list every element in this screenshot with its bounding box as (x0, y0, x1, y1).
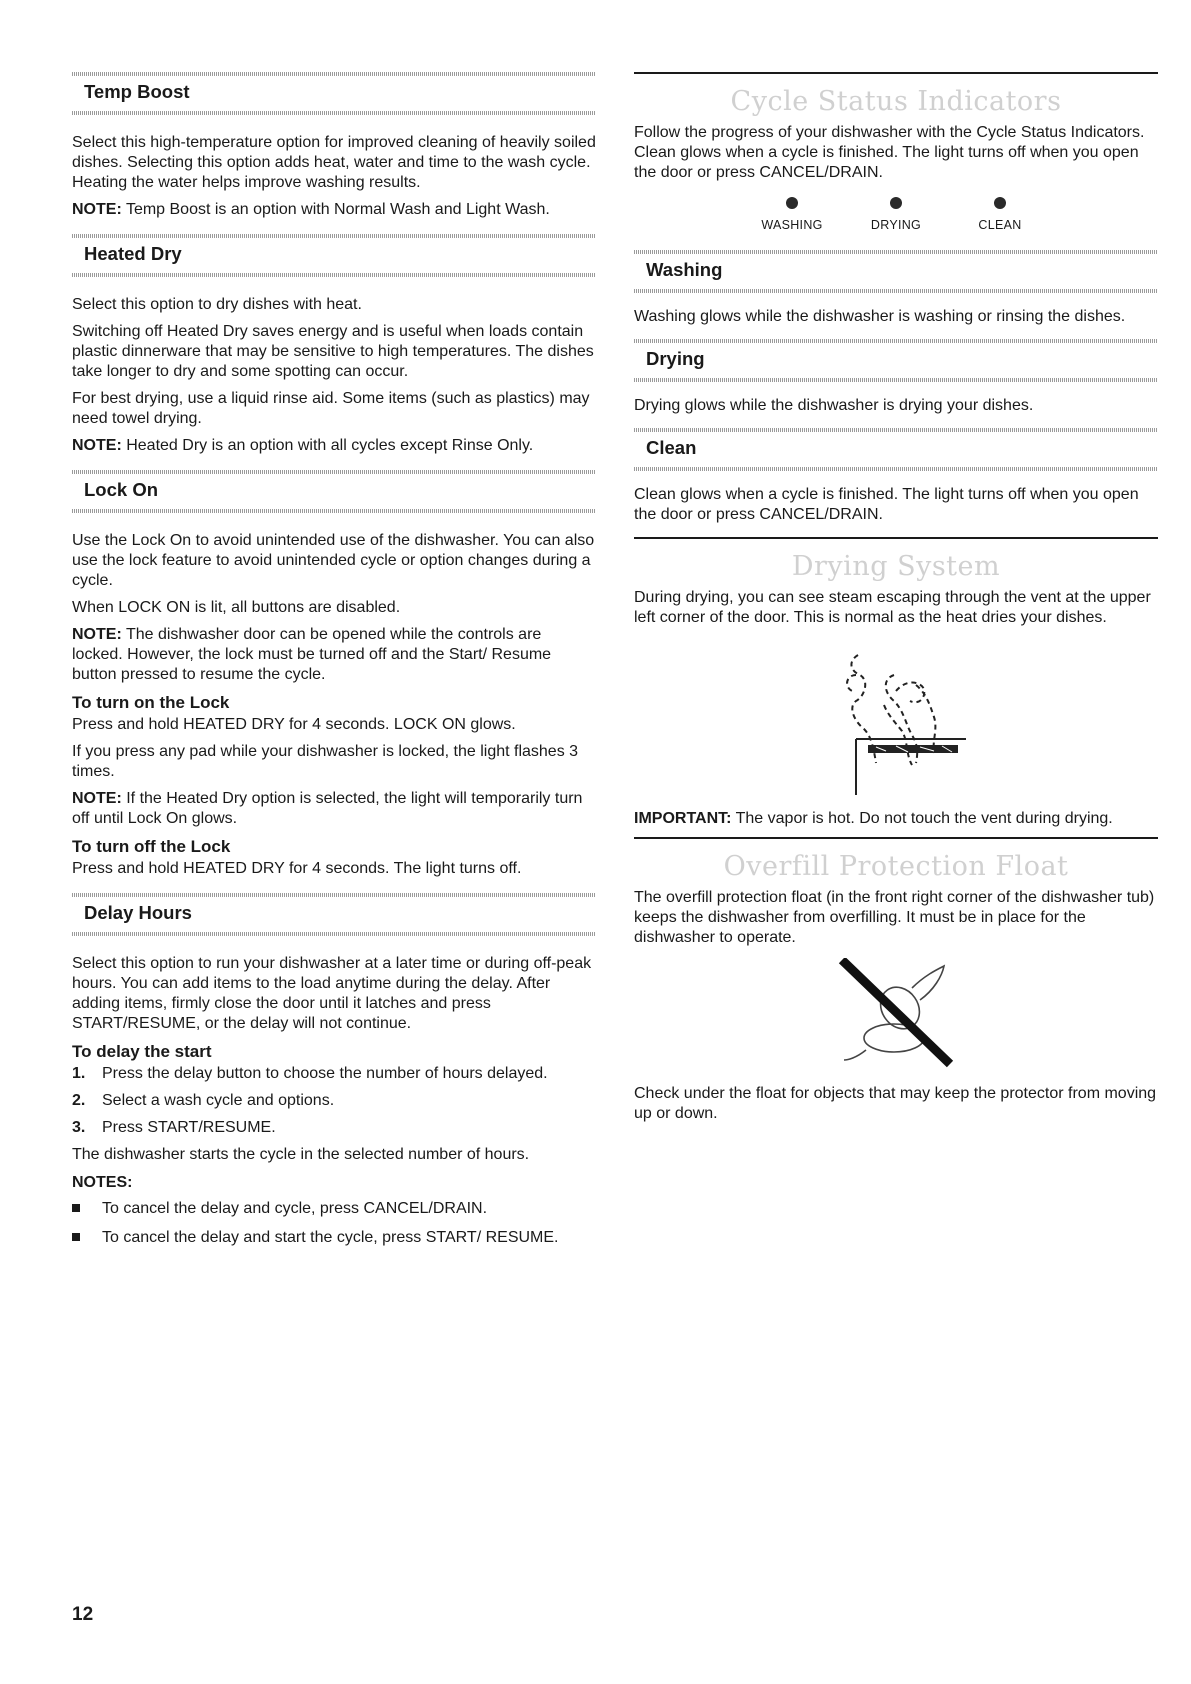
delay-steps-list (72, 1064, 596, 1138)
page-number: 12 (72, 1604, 94, 1625)
temp-boost-body (72, 115, 596, 220)
cycle-status-title: Cycle Status Indicators (730, 86, 1062, 117)
lock-on-note-1: NOTE: The dishwasher door can be opened while the controls are locked. However, the lock must be turned off and the Start/ Resume button pressed to resume the cycle. (72, 626, 552, 683)
list-item: To cancel the delay and cycle, press CANCEL/DRAIN. (72, 1199, 596, 1219)
indicator-drying: DRYING (858, 197, 934, 232)
heated-dry-text-1: Select this option to dry dishes with heat. (72, 296, 362, 313)
overfill-text: The overfill protection float (in the front right corner of the dishwasher tub) keeps the dishwasher from overfilling. It must be in place for the dishwasher to operate. (634, 889, 1155, 946)
important-note: IMPORTANT: The vapor is hot. Do not touch the vent during drying. (634, 810, 1113, 827)
list-item: 2. Select a wash cycle and options. (72, 1092, 335, 1109)
drying-system-text: During drying, you can see steam escaping through the vent at the upper left corner of the door. This is normal as the heat dries your dishes. (634, 589, 1151, 626)
overfill-float-icon (816, 958, 976, 1068)
lock-on-heading: Lock On (84, 479, 159, 500)
turn-on-lock-subheading: To turn on the Lock (72, 693, 230, 712)
turn-on-lock-text: Press and hold HEATED DRY for 4 seconds. LOCK ON glows. (72, 716, 516, 733)
lock-flash-text: If you press any pad while your dishwasher is locked, the light flashes 3 times. (72, 743, 579, 780)
lock-on-body (72, 513, 596, 879)
heated-dry-text-3: For best drying, use a liquid rinse aid. Some items (such as plastics) may need towel drying. (72, 390, 590, 427)
clean-text: Clean glows when a cycle is finished. The light turns off when you open the door or press CANCEL/DRAIN. (634, 486, 1139, 523)
temp-boost-note: NOTE: Temp Boost is an option with Normal Wash and Light Wash. (72, 201, 550, 218)
lock-on-text-1: Use the Lock On to avoid unintended use of the dishwasher. You can also use the lock feature to avoid unintended cycle or option changes during a cycle. (72, 532, 595, 589)
indicator-light-icon (994, 197, 1006, 209)
heated-dry-body (72, 277, 596, 456)
drying-system-title: Drying System (791, 551, 1001, 582)
overfill-float-illustration (634, 958, 1158, 1068)
bullet-icon (72, 1199, 102, 1219)
temp-boost-text: Select this high-temperature option for improved cleaning of heavily soiled dishes. Selecting this option adds heat, water and time to the wash cycle. Heating the water helps improve washing results. (72, 134, 596, 191)
bullet-icon (72, 1228, 102, 1248)
turn-off-lock-text: Press and hold HEATED DRY for 4 seconds. The light turns off. (72, 860, 522, 877)
heated-dry-note: NOTE: Heated Dry is an option with all cycles except Rinse Only. (72, 437, 534, 454)
steam-vent-illustration (634, 635, 1158, 795)
overfill-check-text: Check under the float for objects that may keep the protector from moving up or down. (634, 1085, 1157, 1122)
drying-heading: Drying (646, 348, 705, 369)
indicator-light-icon (890, 197, 902, 209)
list-item: To cancel the delay and start the cycle, press START/ RESUME. (72, 1228, 596, 1248)
delay-start-subheading: To delay the start (72, 1042, 212, 1061)
overfill-title: Overfill Protection Float (723, 851, 1069, 882)
delay-result-text: The dishwasher starts the cycle in the selected number of hours. (72, 1146, 530, 1163)
cycle-status-text: Follow the progress of your dishwasher with the Cycle Status Indicators. Clean glows when a cycle is finished. The light turns off when you open the door or press CANCEL/DRAIN. (634, 124, 1145, 181)
temp-boost-heading: Temp Boost (84, 81, 190, 102)
notes-label: NOTES: (72, 1174, 133, 1191)
steam-vent-icon (796, 635, 996, 795)
lock-on-note-2: NOTE: If the Heated Dry option is selected, the light will temporarily turn off until Lock On glows. (72, 790, 583, 827)
delay-hours-body (72, 936, 596, 1248)
heated-dry-heading: Heated Dry (84, 243, 182, 264)
indicator-clean: CLEAN (962, 197, 1038, 232)
heated-dry-text-2: Switching off Heated Dry saves energy and is useful when loads contain plastic dinnerware that may be sensitive to high temperatures. The dishes take longer to dry and some spotting can occur. (72, 323, 594, 380)
status-indicators (634, 197, 1158, 232)
indicator-light-icon (786, 197, 798, 209)
washing-text: Washing glows while the dishwasher is washing or rinsing the dishes. (634, 308, 1126, 325)
lock-on-text-2: When LOCK ON is lit, all buttons are disabled. (72, 599, 401, 616)
left-column (72, 72, 596, 1257)
right-column (634, 72, 1158, 1131)
delay-hours-heading: Delay Hours (84, 902, 192, 923)
clean-heading: Clean (646, 437, 697, 458)
list-item: 3. Press START/RESUME. (72, 1119, 276, 1136)
notes-list (72, 1199, 596, 1248)
delay-hours-text: Select this option to run your dishwasher at a later time or during off-peak hours. You can add items to the load anytime during the delay. After adding items, firmly close the door until it latches and press START/RESUME, or the delay will not continue. (72, 955, 592, 1032)
turn-off-lock-subheading: To turn off the Lock (72, 837, 231, 856)
drying-text: Drying glows while the dishwasher is drying your dishes. (634, 397, 1034, 414)
indicator-washing: WASHING (754, 197, 830, 232)
washing-heading: Washing (646, 259, 723, 280)
list-item: 1. Press the delay button to choose the number of hours delayed. (72, 1065, 548, 1082)
